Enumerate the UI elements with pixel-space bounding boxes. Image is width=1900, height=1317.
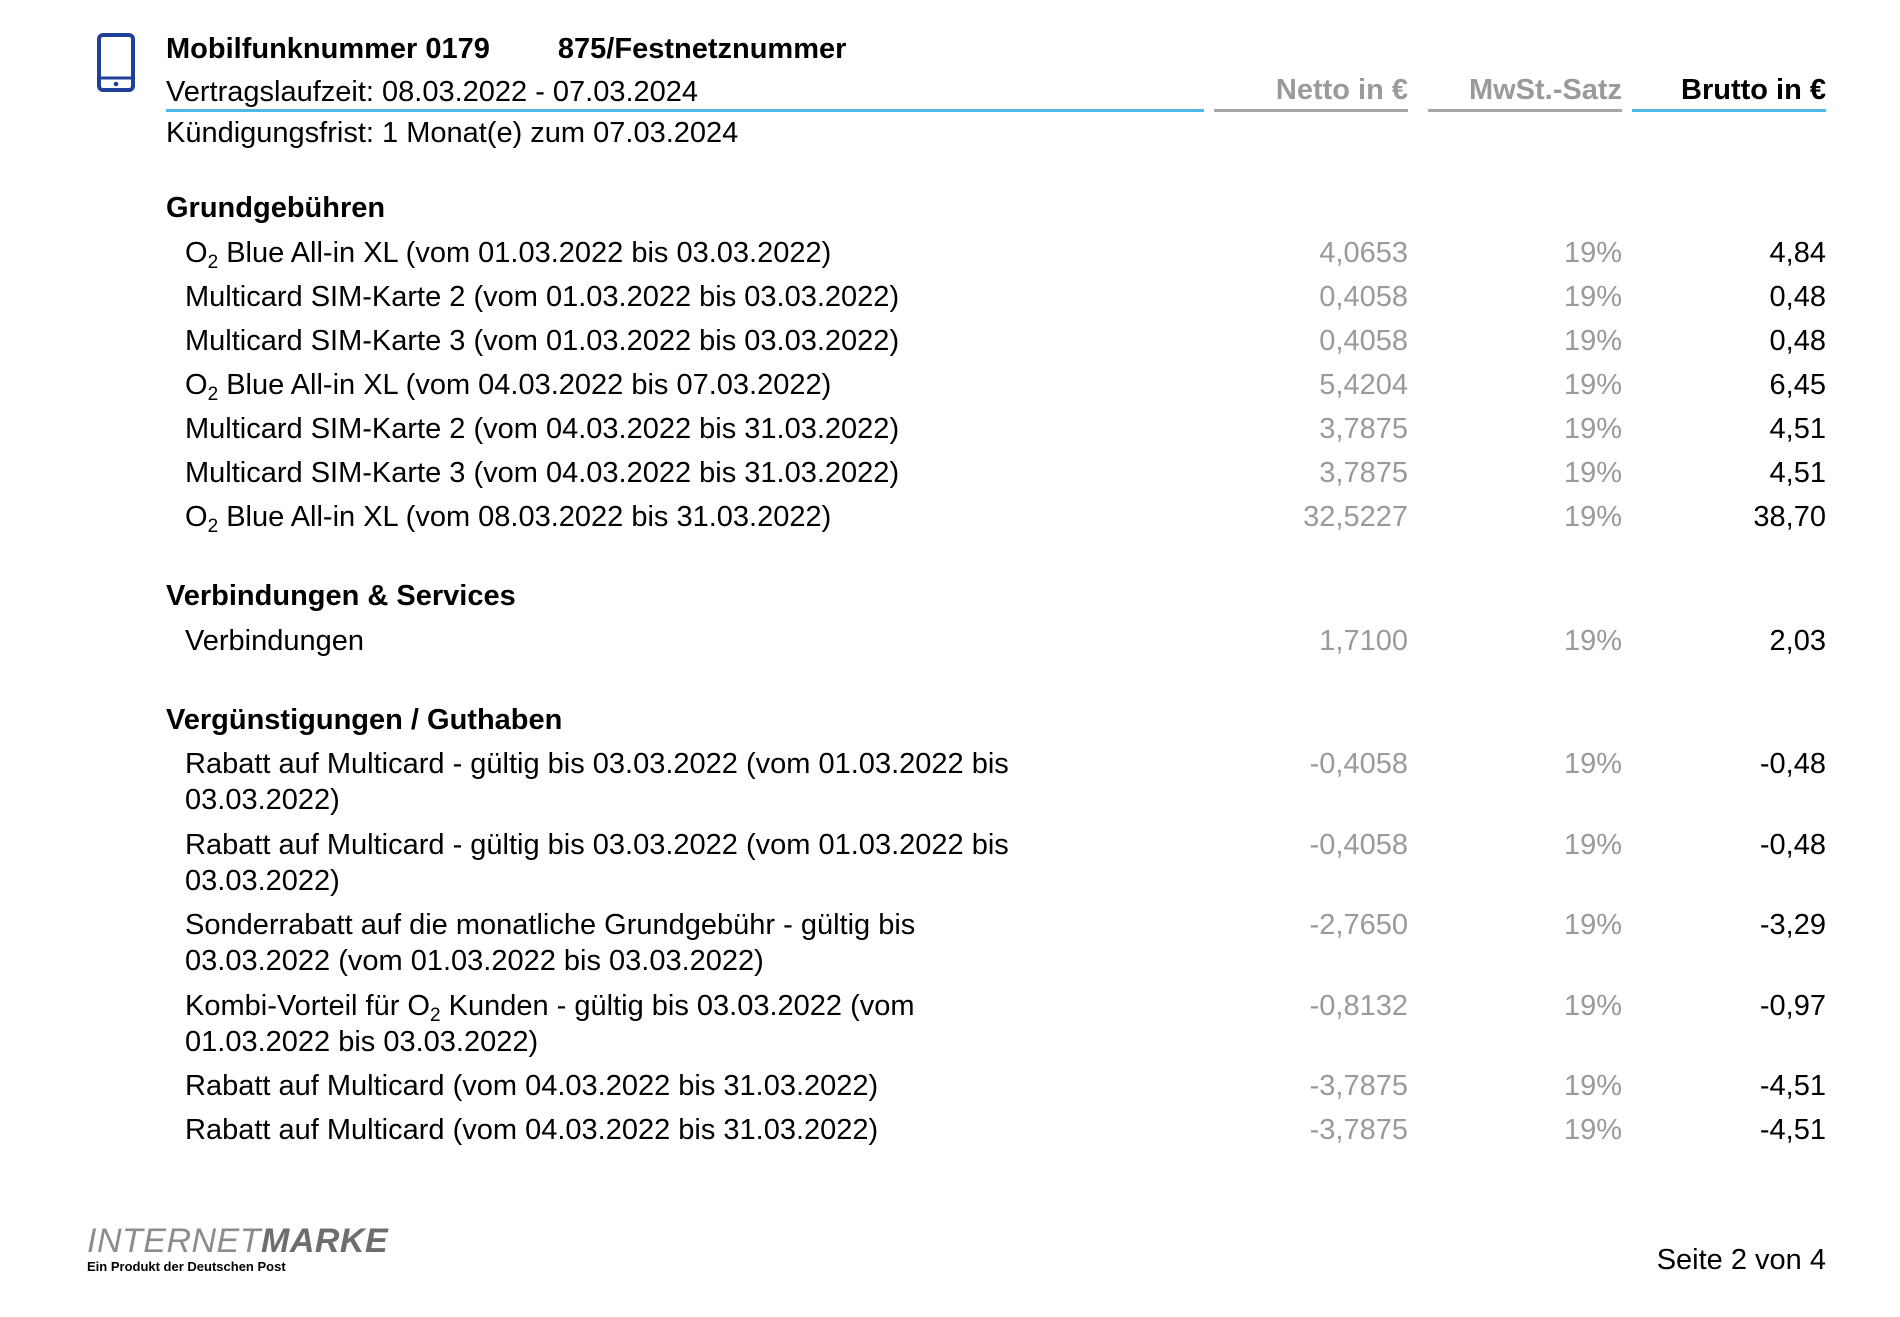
row-brutto: 0,48 <box>1769 325 1826 357</box>
row-netto: -3,7875 <box>1309 1114 1408 1146</box>
row-label: $O_2$ Blue All-in XL (vom 08.03.2022 bis 31.03.2022) <box>185 501 832 537</box>
column-header-mwst: MwSt.-Satz <box>1468 74 1622 106</box>
row-vat-rate: 19% <box>1563 625 1622 657</box>
row-vat-rate: 19% <box>1563 829 1622 861</box>
section-heading-verguenstigungen: Vergünstigungen / Guthaben <box>166 704 563 736</box>
row-label: Rabatt auf Multicard - gültig bis 03.03.2022 (vom 01.03.2022 bis 03.03.2022) <box>185 748 1009 816</box>
row-vat-rate: 19% <box>1563 1070 1622 1102</box>
row-netto: -3,7875 <box>1309 1070 1408 1102</box>
row-brutto: 6,45 <box>1769 369 1826 401</box>
row-label: Multicard SIM-Karte 2 (vom 01.03.2022 bis 03.03.2022) <box>185 281 900 313</box>
row-netto: 5,4204 <box>1319 369 1408 401</box>
row-brutto: 2,03 <box>1769 625 1826 657</box>
row-vat-rate: 19% <box>1563 237 1622 269</box>
row-netto: 4,0653 <box>1319 237 1408 269</box>
row-label: Multicard SIM-Karte 3 (vom 01.03.2022 bis 03.03.2022) <box>185 325 900 357</box>
row-label: Rabatt auf Multicard (vom 04.03.2022 bis 31.03.2022) <box>185 1114 879 1146</box>
row-vat-rate: 19% <box>1563 1114 1622 1146</box>
row-vat-rate: 19% <box>1563 457 1622 489</box>
page-number: Seite 2 von 4 <box>1656 1244 1826 1276</box>
column-header-netto: Netto in € <box>1275 74 1408 106</box>
row-label: Multicard SIM-Karte 3 (vom 04.03.2022 bis 31.03.2022) <box>185 457 900 489</box>
mobile-phone-icon <box>96 33 136 93</box>
row-brutto: 38,70 <box>1753 501 1826 533</box>
logo-tagline: Ein Produkt der Deutschen Post <box>87 1259 286 1274</box>
row-label: Verbindungen <box>185 625 364 657</box>
row-brutto: 4,51 <box>1769 413 1826 445</box>
row-netto: 0,4058 <box>1319 325 1408 357</box>
column-header-brutto: Brutto in € <box>1681 74 1826 106</box>
row-vat-rate: 19% <box>1563 990 1622 1022</box>
row-vat-rate: 19% <box>1563 501 1622 533</box>
row-brutto: -4,51 <box>1759 1070 1826 1102</box>
row-label: $O_2$ Blue All-in XL (vom 04.03.2022 bis 07.03.2022) <box>185 369 832 405</box>
row-vat-rate: 19% <box>1563 909 1622 941</box>
row-label: $O_2$ Blue All-in XL (vom 01.03.2022 bis 03.03.2022) <box>185 237 832 273</box>
row-netto: -0,8132 <box>1309 990 1408 1022</box>
row-brutto: -0,48 <box>1759 748 1826 780</box>
row-brutto: -3,29 <box>1759 909 1826 941</box>
mwst-column-rule <box>1428 109 1622 112</box>
row-netto: 32,5227 <box>1303 501 1408 533</box>
mobile-number: Mobilfunknummer 0179 <box>166 33 490 65</box>
row-vat-rate: 19% <box>1563 369 1622 401</box>
row-netto: 0,4058 <box>1319 281 1408 313</box>
row-vat-rate: 19% <box>1563 748 1622 780</box>
row-brutto: 4,84 <box>1769 237 1826 269</box>
row-netto: 3,7875 <box>1319 413 1408 445</box>
row-brutto: 0,48 <box>1769 281 1826 313</box>
row-label: Rabatt auf Multicard (vom 04.03.2022 bis 31.03.2022) <box>185 1070 879 1102</box>
row-brutto: -4,51 <box>1759 1114 1826 1146</box>
row-vat-rate: 19% <box>1563 413 1622 445</box>
landline-suffix: 875/Festnetznummer <box>557 33 847 65</box>
row-netto: 1,7100 <box>1319 625 1408 657</box>
row-label: Sonderrabatt auf die monatliche Grundgebühr - gültig bis 03.03.2022 (vom 01.03.2022 bis 03.03.2022) <box>185 909 916 977</box>
notice-period: Kündigungsfrist: 1 Monat(e) zum 07.03.2024 <box>166 117 739 149</box>
row-brutto: 4,51 <box>1769 457 1826 489</box>
row-label: Rabatt auf Multicard - gültig bis 03.03.2022 (vom 01.03.2022 bis 03.03.2022) <box>185 829 1009 897</box>
brutto-column-rule <box>1632 109 1826 112</box>
row-netto: 3,7875 <box>1319 457 1408 489</box>
row-netto: -2,7650 <box>1309 909 1408 941</box>
row-netto: -0,4058 <box>1309 748 1408 780</box>
row-vat-rate: 19% <box>1563 325 1622 357</box>
contract-term: Vertragslaufzeit: 08.03.2022 - 07.03.2024 <box>166 76 699 108</box>
row-label: Multicard SIM-Karte 2 (vom 04.03.2022 bis 31.03.2022) <box>185 413 900 445</box>
row-label: Kombi-Vorteil für $O_2$ Kunden - gültig bis 03.03.2022 (vom 01.03.2022 bis 03.03.2022) <box>185 990 915 1058</box>
section-heading-grundgebuehren: Grundgebühren <box>166 192 386 224</box>
contract-number-heading <box>166 33 846 66</box>
row-netto: -0,4058 <box>1309 829 1408 861</box>
netto-column-rule <box>1214 109 1408 112</box>
row-vat-rate: 19% <box>1563 281 1622 313</box>
header-divider <box>166 109 1204 112</box>
row-brutto: -0,48 <box>1759 829 1826 861</box>
row-brutto: -0,97 <box>1759 990 1826 1022</box>
internetmarke-logo: INTERNETMARKE <box>87 1222 389 1260</box>
section-heading-verbindungen: Verbindungen & Services <box>166 580 516 612</box>
